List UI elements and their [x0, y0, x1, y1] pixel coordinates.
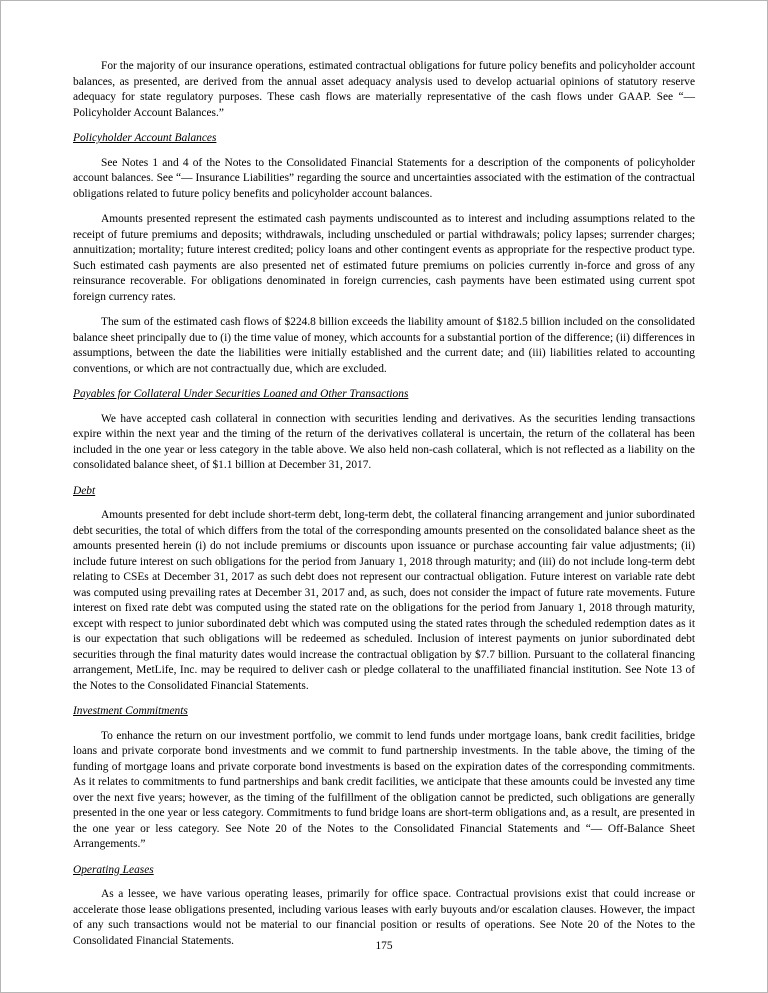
heading-policyholder-account-balances: Policyholder Account Balances — [73, 132, 217, 144]
heading-operating-leases: Operating Leases — [73, 863, 154, 876]
paragraph-see-notes-1-and-4: See Notes 1 and 4 of the Notes to the Consolidated Financial Statements for a description of the components of policyholder account balances. See “— Insurance Liabilities” regarding the source and uncertainties associated with the estimation of the contractual obligations related to future policy benefits and policyholder account balances. — [73, 156, 695, 200]
paragraph-amounts-presented-for-debt: Amounts presented for debt include short-term debt, long-term debt, the collateral financing arrangement and junior subordinated debt securities, the total of which differs from the total of the corresponding amounts presented on the consolidated balance sheet as the amounts presented herein (i) do not include premiums or discounts upon issuance or purchase accounting fair value adjustments; (ii) include future interest on such obligations for the period from January 1, 2018 through maturity; and (iii) do not include long-term debt relating to CSEs at December 31, 2017 as such debt does not represent our contractual obligation. Future interest on variable rate debt was computed using prevailing rates at December 31, 2017 and, as such, does not consider the impact of future rate movements. Future interest on fixed rate debt was computed using the stated rate on the obligations for the period from January 1, 2018 through maturity, except with respect to junior subordinated debt which was computed using the stated rates through the scheduled redemption dates as it is our expectation that such obligations will be redeemed as scheduled. Inclusion of interest payments on junior subordinated debt securities through the final maturity dates would increase the contractual obligation by $7.7 billion. Pursuant to the collateral financing arrangement, MetLife, Inc. may be required to deliver cash or pledge collateral to the unaffiliated financial institution. See Note 13 of the Notes to the Consolidated Financial Statements. — [73, 509, 695, 692]
heading-debt: Debt — [73, 484, 96, 497]
paragraph-accepted-cash-collateral: We have accepted cash collateral in connection with securities lending and derivatives. As the securities lending transactions expire within the next year and the timing of the return of the derivatives collateral is uncertain, the return of the collateral has been included in the one year or less category in the table above. We also held non-cash collateral, which is not reflected as a liability on the consolidated balance sheet, of $1.1 billion at December 31, 2017. — [73, 412, 695, 471]
heading-payables-for-collateral: Payables for Collateral Under Securities Loaned and Other Transactions — [73, 388, 409, 400]
paragraph-enhance-return-investment-portfolio: To enhance the return on our investment portfolio, we commit to lend funds under mortgage loans, bank credit facilities, bridge loans and private corporate bond investments and we commit to fund partnership investments. In the table above, the timing of the funding of mortgage loans and private corporate bond investments is based on the expiration dates of the corresponding commitments. As it relates to commitments to fund partnerships and bank credit facilities, we anticipate that these amounts could be invested any time over the next five years; however, as the timing of the fulfillment of the obligation cannot be predicted, such obligations are generally presented in the one year or less category. Commitments to fund bridge loans are short-term obligations and, as a result, are presented in the one year or less category. See Note 20 of the Notes to the Consolidated Financial Statements and “— Off-Balance Sheet Arrangements.” — [73, 729, 695, 850]
page-number: 175 — [375, 940, 393, 952]
paragraph-sum-of-estimated-cash-flows: The sum of the estimated cash flows of $224.8 billion exceeds the liability amount of $182.5 billion included on the consolidated balance sheet principally due to (i) the time value of money, which accounts for a substantial portion of the difference; (ii) differences in assumptions, between the date the liabilities were initially established and the current date; and (iii) liabilities related to accounting conventions, or which are not contractually due, which are excluded. — [73, 316, 695, 375]
paragraph-amounts-presented-cash-payments: Amounts presented represent the estimated cash payments undiscounted as to interest and including assumptions related to the receipt of future premiums and deposits; withdrawals, including unscheduled or partial withdrawals; policy lapses; surrender charges; annuitization; mortality; future interest credited; policy loans and other contingent events as appropriate for the respective product type. Such estimated cash payments are also presented net of estimated future premiums on policies currently in-force and gross of any reinsurance recoverable. For obligations denominated in foreign currencies, cash payments have been estimated using current spot foreign currency rates. — [73, 213, 695, 303]
document-body — [73, 59, 695, 949]
heading-investment-commitments: Investment Commitments — [73, 705, 188, 717]
paragraph-insurance-operations: For the majority of our insurance operations, estimated contractual obligations for future policy benefits and policyholder account balances, as presented, are derived from the annual asset adequacy analysis used to develop actuarial opinions of statutory reserve adequacy for state regulatory purposes. These cash flows are materially representative of the cash flows under GAAP. See “— Policyholder Account Balances.” — [73, 60, 695, 119]
paragraph-lessee-operating-leases: As a lessee, we have various operating leases, primarily for office space. Contractual provisions exist that could increase or accelerate those lease obligations presented, including various leases with early buyouts and/or escalation clauses. However, the impact of any such transactions would not be material to our financial position or results of operations. See Note 20 of the Notes to the Consolidated Financial Statements. — [73, 888, 695, 947]
